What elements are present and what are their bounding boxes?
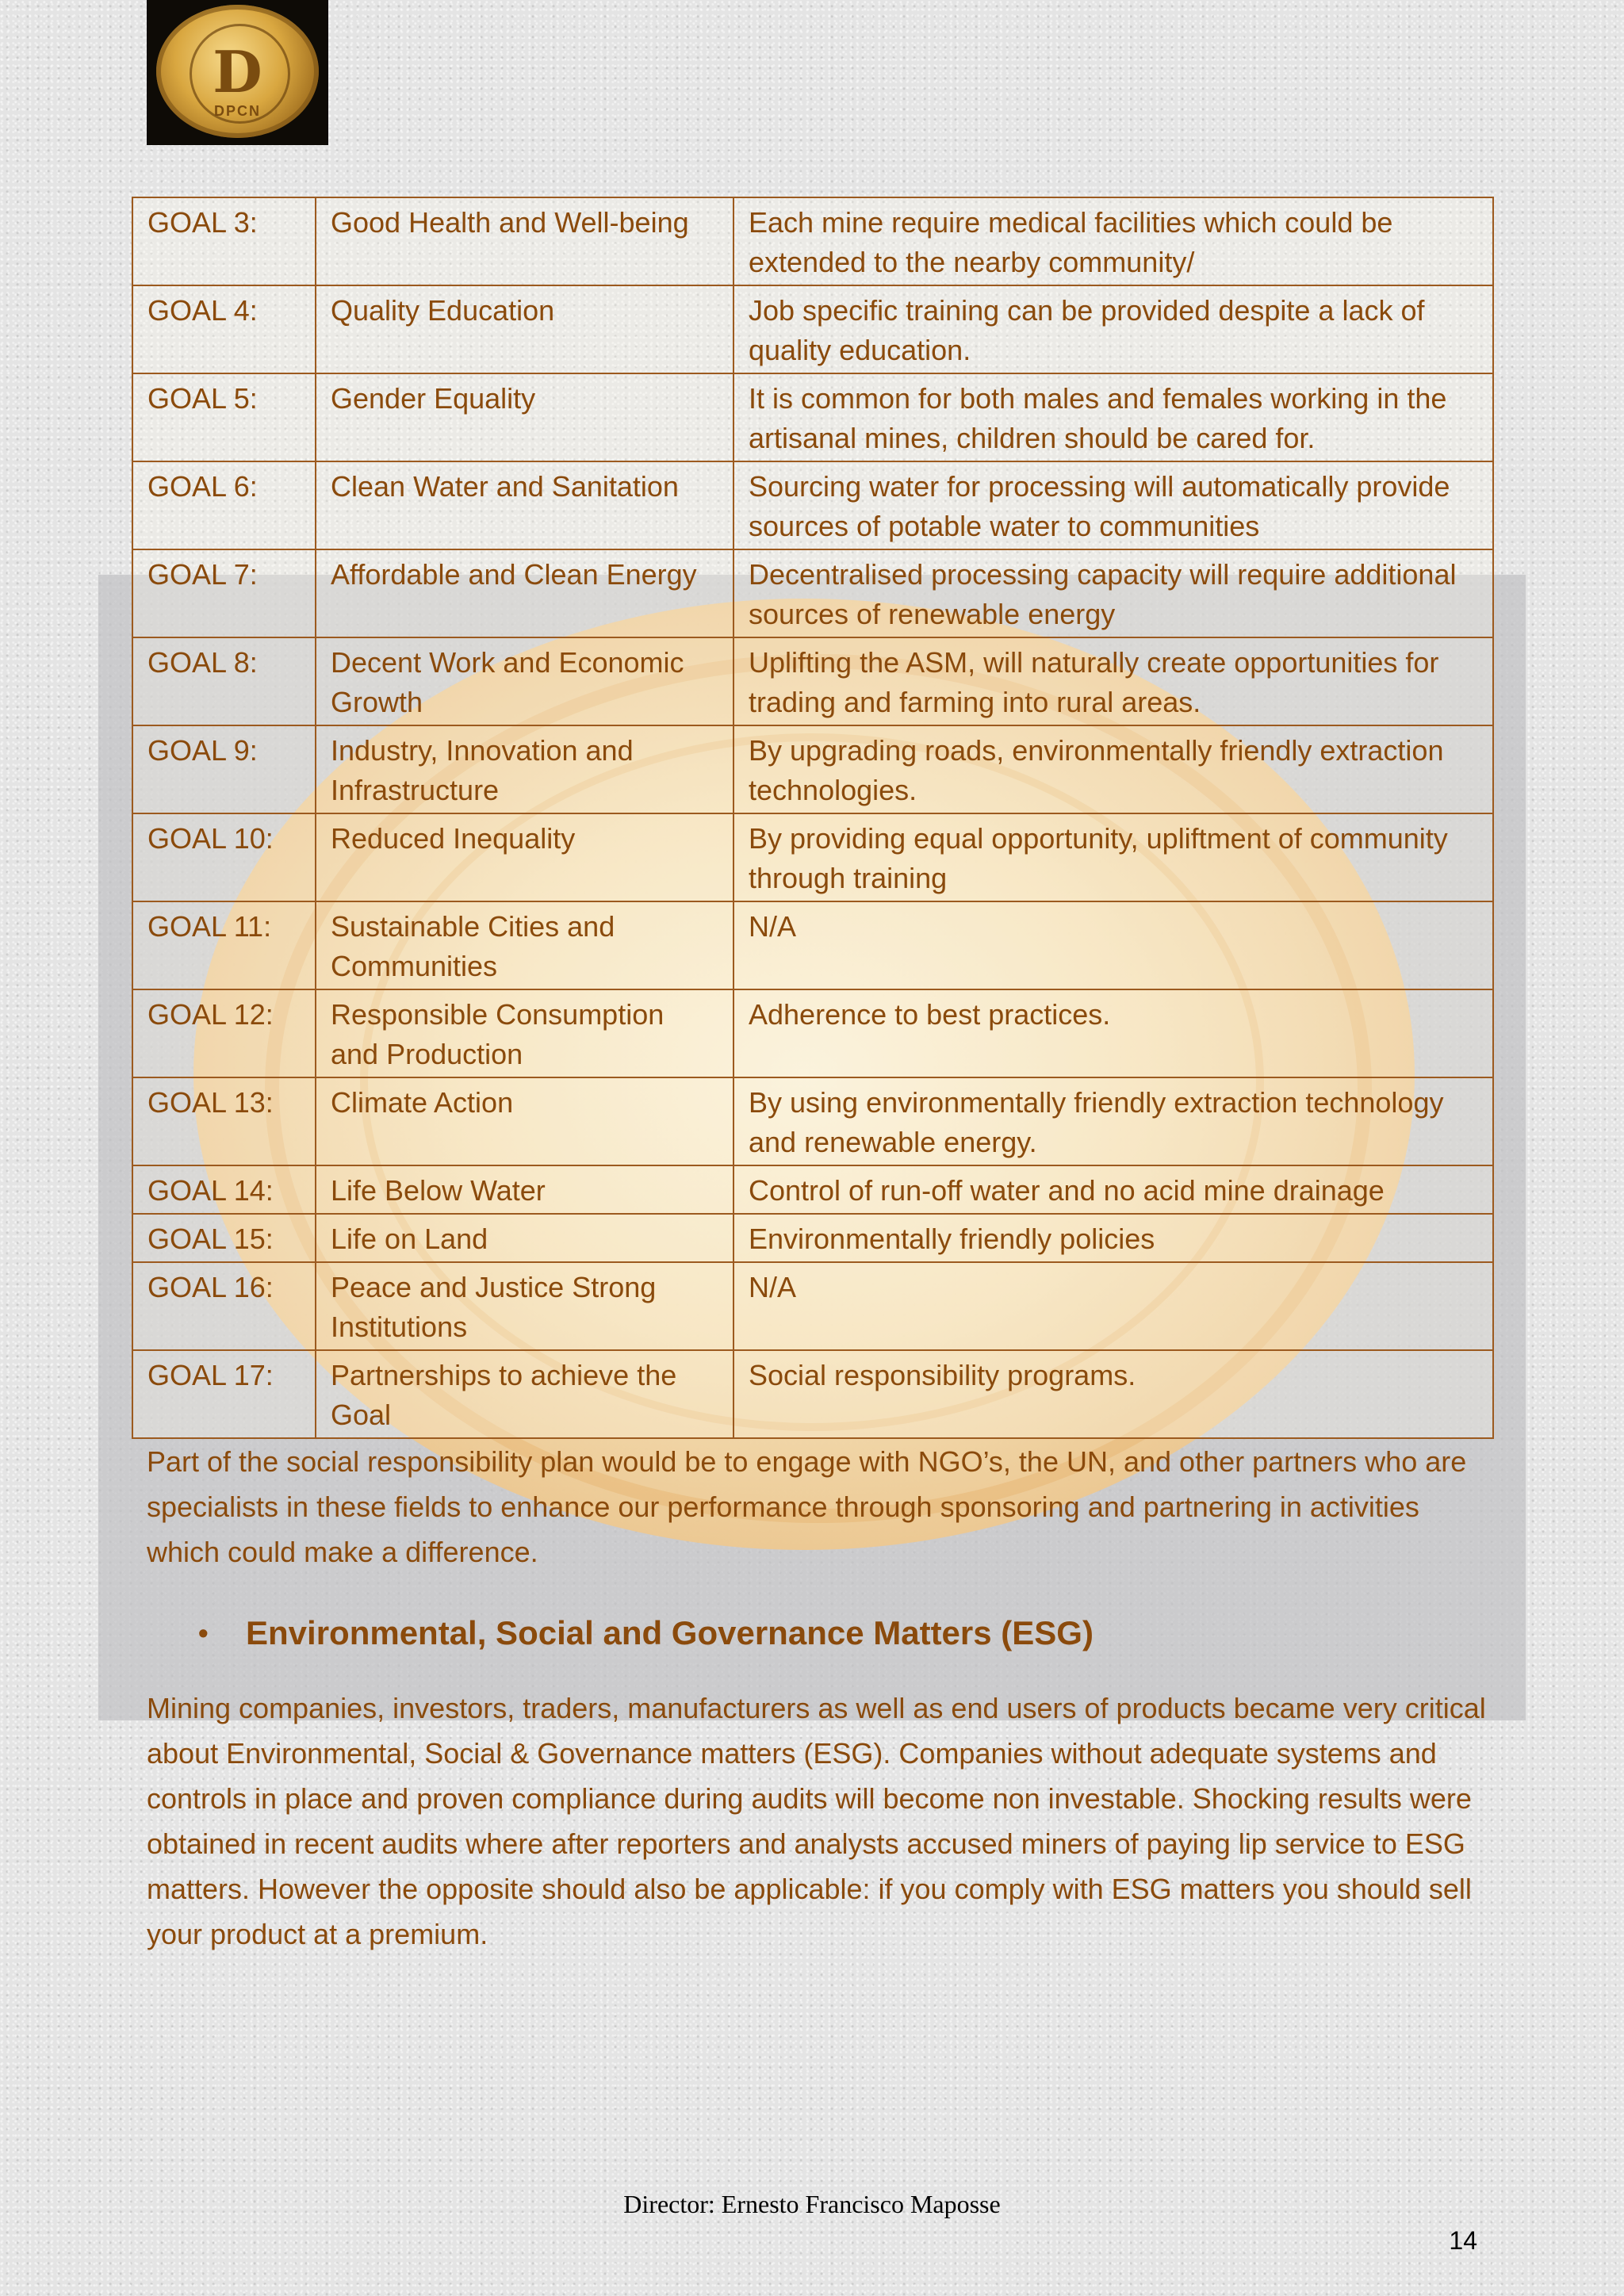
goal-number-cell: GOAL 13: bbox=[132, 1077, 316, 1165]
goal-description-cell: By upgrading roads, environmentally friendly extraction technologies. bbox=[733, 725, 1493, 813]
goal-number-cell: GOAL 17: bbox=[132, 1350, 316, 1438]
goal-name-cell: Quality Education bbox=[316, 285, 733, 373]
goal-description-cell: Control of run-off water and no acid mine drainage bbox=[733, 1165, 1493, 1214]
goal-name-cell: Clean Water and Sanitation bbox=[316, 461, 733, 549]
esg-heading bbox=[198, 1605, 1094, 1661]
page-number: 14 bbox=[1449, 2226, 1477, 2255]
goal-description-cell: N/A bbox=[733, 901, 1493, 989]
goal-number-cell: GOAL 9: bbox=[132, 725, 316, 813]
goal-description-cell: Adherence to best practices. bbox=[733, 989, 1493, 1077]
goal-number-cell: GOAL 16: bbox=[132, 1262, 316, 1350]
table-row bbox=[132, 637, 1493, 725]
coin-label: DPCN bbox=[213, 103, 261, 119]
goal-name-cell: Good Health and Well-being bbox=[316, 197, 733, 285]
company-logo bbox=[147, 0, 328, 145]
goal-description-cell: Uplifting the ASM, will naturally create opportunities for trading and farming into rural areas. bbox=[733, 637, 1493, 725]
table-row bbox=[132, 549, 1493, 637]
sdg-goals-table bbox=[132, 197, 1494, 1439]
goal-name-cell: Industry, Innovation and Infrastructure bbox=[316, 725, 733, 813]
esg-paragraph: Mining companies, investors, traders, manufacturers as well as end users of products became very critical about Environmental, Social & Governance matters (ESG). Companies without adequate systems and controls in place and proven compliance during audits will become non investable. Shocking results were obtained in recent audits where after reporters and analysts accused miners of paying lip service to ESG matters. However the opposite should also be applicable: if you comply with ESG matters you should sell your product at a premium. bbox=[147, 1692, 1486, 1950]
goal-name-cell: Climate Action bbox=[316, 1077, 733, 1165]
goal-name-cell: Reduced Inequality bbox=[316, 813, 733, 901]
goal-description-cell: Sourcing water for processing will automatically provide sources of potable water to communities bbox=[733, 461, 1493, 549]
goal-name-cell: Partnerships to achieve the Goal bbox=[316, 1350, 733, 1438]
table-row bbox=[132, 989, 1493, 1077]
goals-table-body bbox=[132, 197, 1493, 1438]
goal-number-cell: GOAL 11: bbox=[132, 901, 316, 989]
goal-name-cell: Affordable and Clean Energy bbox=[316, 549, 733, 637]
table-row bbox=[132, 461, 1493, 549]
bullet-icon: • bbox=[198, 1617, 209, 1649]
table-row bbox=[132, 1165, 1493, 1214]
goal-description-cell: Each mine require medical facilities which could be extended to the nearby community/ bbox=[733, 197, 1493, 285]
goal-number-cell: GOAL 14: bbox=[132, 1165, 316, 1214]
esg-heading-text: Environmental, Social and Governance Matters (ESG) bbox=[246, 1614, 1094, 1651]
goal-number-cell: GOAL 3: bbox=[132, 197, 316, 285]
goal-number-cell: GOAL 12: bbox=[132, 989, 316, 1077]
goal-name-cell: Decent Work and Economic Growth bbox=[316, 637, 733, 725]
goal-name-cell: Sustainable Cities and Communities bbox=[316, 901, 733, 989]
table-row bbox=[132, 901, 1493, 989]
social-responsibility-paragraph: Part of the social responsibility plan would be to engage with NGO’s, the UN, and other partners who are specialists in these fields to enhance our performance through sponsoring and partnering in activities which could make a difference. bbox=[147, 1445, 1467, 1568]
goal-name-cell: Life on Land bbox=[316, 1214, 733, 1262]
goal-description-cell: N/A bbox=[733, 1262, 1493, 1350]
goal-name-cell: Life Below Water bbox=[316, 1165, 733, 1214]
goal-description-cell: By using environmentally friendly extraction technology and renewable energy. bbox=[733, 1077, 1493, 1165]
goal-number-cell: GOAL 15: bbox=[132, 1214, 316, 1262]
goal-description-cell: Job specific training can be provided despite a lack of quality education. bbox=[733, 285, 1493, 373]
goal-number-cell: GOAL 8: bbox=[132, 637, 316, 725]
goal-description-cell: Decentralised processing capacity will require additional sources of renewable energy bbox=[733, 549, 1493, 637]
table-row bbox=[132, 1077, 1493, 1165]
footer-director: Director: Ernesto Francisco Maposse bbox=[623, 2190, 1001, 2218]
table-row bbox=[132, 285, 1493, 373]
table-row bbox=[132, 813, 1493, 901]
goal-description-cell: It is common for both males and females working in the artisanal mines, children should be cared for. bbox=[733, 373, 1493, 461]
goal-name-cell: Peace and Justice Strong Institutions bbox=[316, 1262, 733, 1350]
goal-description-cell: Environmentally friendly policies bbox=[733, 1214, 1493, 1262]
table-row bbox=[132, 1262, 1493, 1350]
goal-description-cell: By providing equal opportunity, upliftment of community through training bbox=[733, 813, 1493, 901]
goal-number-cell: GOAL 5: bbox=[132, 373, 316, 461]
goal-description-cell: Social responsibility programs. bbox=[733, 1350, 1493, 1438]
goal-number-cell: GOAL 7: bbox=[132, 549, 316, 637]
table-row bbox=[132, 1214, 1493, 1262]
goal-number-cell: GOAL 6: bbox=[132, 461, 316, 549]
coin-emblem bbox=[156, 5, 319, 138]
goal-number-cell: GOAL 4: bbox=[132, 285, 316, 373]
goal-number-cell: GOAL 10: bbox=[132, 813, 316, 901]
coin-letter: D bbox=[213, 38, 262, 105]
table-row bbox=[132, 373, 1493, 461]
table-row bbox=[132, 1350, 1493, 1438]
goal-name-cell: Responsible Consumption and Production bbox=[316, 989, 733, 1077]
table-row bbox=[132, 725, 1493, 813]
table-row bbox=[132, 197, 1493, 285]
goal-name-cell: Gender Equality bbox=[316, 373, 733, 461]
